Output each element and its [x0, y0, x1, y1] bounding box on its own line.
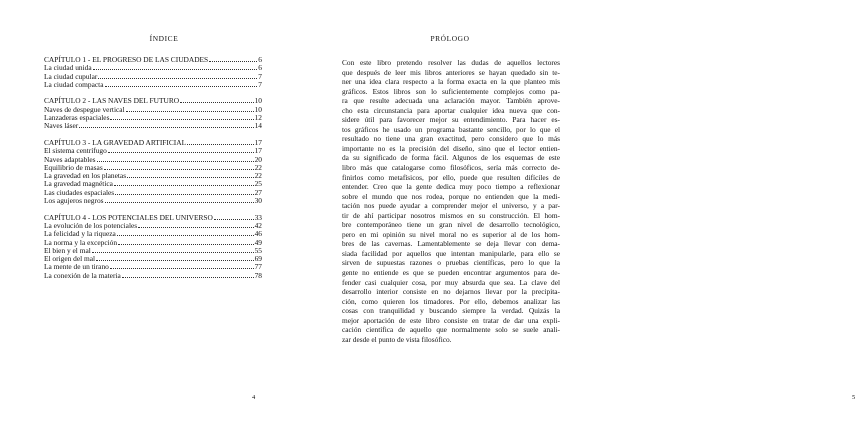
prologue-line: sirven de supuestas razones o pruebas científicas, pero lo que la	[342, 258, 560, 268]
toc-entry-page: 55	[254, 245, 262, 255]
prologue-line: desarrollo interior consiste en no dejarnos llevar por la precipita-	[342, 287, 560, 297]
toc-chapter	[44, 56, 262, 89]
toc-entry-page: 77	[254, 262, 262, 272]
toc-entry-text: Los agujeros negros	[44, 196, 104, 206]
toc-entry-page: 22	[254, 171, 262, 181]
toc-entry-page: 7	[258, 79, 262, 89]
dot-leader	[115, 193, 253, 195]
toc-entry-text: La ciudad compacta	[44, 79, 104, 89]
toc-entry-text: Las ciudades espaciales	[44, 187, 115, 197]
toc-chapter-heading-text: CAPÍTULO 2 - LAS NAVES DEL FUTURO	[44, 96, 180, 106]
prologue-line: tir de ahí participar nosotros mismos en su construcción. El hom-	[342, 210, 560, 220]
prologue-line: sobre el mundo que nos rodea, porque no entienden que la medi-	[342, 191, 560, 201]
prologue-line: tación nos puede ayudar a comprender mejor el universo, y a par-	[342, 201, 560, 211]
toc-chapter-heading-page: 10	[254, 96, 262, 106]
toc-entry-page: 12	[254, 113, 262, 123]
prologue-line: ner una idea clara respecto a la forma exacta en la que planteo mis	[342, 77, 560, 87]
toc-entry-text: La mente de un tirano	[44, 262, 109, 272]
dot-leader	[104, 168, 254, 170]
dot-leader	[97, 160, 254, 162]
toc-chapter-heading-text: CAPÍTULO 3 - LA GRAVEDAD ARTIFICIAL	[44, 137, 187, 147]
page-number-left: 4	[252, 394, 256, 401]
prologue-line: ra que resulte adecuada una aclaración mayor. También aprove-	[342, 96, 560, 106]
toc-entry-page: 78	[254, 270, 262, 280]
prologue-line: siada facilidad por aquellos que intentan manipularle, para ello se	[342, 248, 560, 258]
prologue-line: da su significado de forma fácil. Algunos de los esquemas de este	[342, 153, 560, 163]
toc-entry-text: El origen del mal	[44, 254, 96, 264]
left-page	[0, 0, 300, 424]
toc-entry-page: 27	[254, 187, 262, 197]
prologue-line: bre contemporáneo tiene un gran nivel de desarrollo tecnológico,	[342, 220, 560, 230]
toc-entry-page: 46	[254, 229, 262, 239]
prologue-line: gráficos. Estos libros son lo suficientemente complejos como pa-	[342, 86, 560, 96]
prologue-line: importante no es la precisión del diseño, sino que el lector entien-	[342, 143, 560, 153]
prologue-line: cho esta circunstancia para aportar cualquier idea nueva que con-	[342, 105, 560, 115]
toc-entry-text: La gravedad magnética	[44, 179, 113, 189]
toc-entry-page: 30	[254, 196, 262, 206]
toc-entry-page: 69	[254, 254, 262, 264]
prologue-line: pero en mi opinión su nivel moral no es superior al de los hom-	[342, 229, 560, 239]
toc-entry-page: 20	[254, 154, 262, 164]
toc-entry-text: Naves de despegue vertical	[44, 104, 125, 114]
toc-entry-text: Lanzaderas espaciales	[44, 113, 110, 123]
prologue-line: fender casi cualquier cosa, por muy absurda que sea. La clave del	[342, 277, 560, 287]
prologue-line: finirlos como metafísicos, por ello, puede que resulten difíciles de	[342, 172, 560, 182]
prologue-line: gente no entiende es que se pueden encontrar argumentos para de-	[342, 268, 560, 278]
toc-chapter-heading-text: CAPÍTULO 4 - LOS POTENCIALES DEL UNIVERSO	[44, 212, 213, 222]
dot-leader	[93, 68, 258, 70]
dot-leader	[79, 126, 253, 128]
prologue-line: zar desde el punto de vista filosófico.	[342, 334, 452, 344]
prologue-line: que después de leer mis libros anteriores se hayan quedado sin te-	[342, 67, 560, 77]
table-of-contents	[44, 56, 262, 288]
dot-leader	[105, 201, 254, 203]
toc-entry-text: La evolución de los potenciales	[44, 220, 138, 230]
dot-leader	[214, 218, 254, 220]
toc-entry	[44, 272, 262, 280]
toc-entry-text: La gravedad en los planetas	[44, 171, 127, 181]
dot-leader	[187, 143, 254, 145]
prologue-line: cosas con tranquilidad y buscando siempre la verdad. Quizás la	[342, 306, 560, 316]
prologue-line: entender. Creo que la gente dedica muy poco tiempo a reflexionar	[342, 182, 560, 192]
prologue-line: tos gráficos he usado un programa bastante sencillo, por lo que el	[342, 124, 560, 134]
prologue-line: resultado no tiene una gran exactitud, pero considero que lo más	[342, 134, 560, 144]
toc-entry-text: El sistema centrífugo	[44, 146, 107, 156]
dot-leader	[117, 234, 254, 236]
toc-entry-page: 10	[254, 104, 262, 114]
toc-entry-text: Naves adaptables	[44, 154, 96, 164]
toc-entry-text: El bien y el mal	[44, 245, 91, 255]
toc-entry-page: 17	[254, 146, 262, 156]
toc-entry-text: La felicidad y la riqueza	[44, 229, 116, 239]
toc-entry-text: La conexión de la materia	[44, 270, 121, 280]
dot-leader	[138, 226, 253, 228]
dot-leader	[209, 60, 257, 62]
toc-entry-text: La norma y la excepción	[44, 237, 118, 247]
toc-chapter	[44, 214, 262, 280]
toc-entry	[44, 197, 262, 205]
dot-leader	[127, 176, 254, 178]
prologue-text	[342, 58, 560, 344]
toc-entry-text: Naves láser	[44, 121, 79, 131]
toc-entry-page: 6	[258, 63, 262, 73]
dot-leader	[122, 276, 254, 278]
prologue-line: Con este libro pretendo resolver las dudas de aquellos lectores	[342, 58, 560, 67]
toc-entry-page: 7	[258, 71, 262, 81]
toc-chapter	[44, 97, 262, 130]
toc-entry-page: 25	[254, 179, 262, 189]
prologue-line: sidere útil para favorecer mejor su entendimiento. Para hacer es-	[342, 115, 560, 125]
dot-leader	[92, 251, 254, 253]
prologue-line: bres de las cavernas. Lamentablemente se deja llevar con dema-	[342, 239, 560, 249]
dot-leader	[110, 267, 254, 269]
dot-leader	[98, 77, 257, 79]
index-title: ÍNDICE	[149, 34, 179, 43]
dot-leader	[114, 184, 254, 186]
prologue-line: cación científica de aquello que normalmente solo se suele anali-	[342, 325, 560, 335]
toc-entry-page: 14	[254, 121, 262, 131]
prologue-line: ción, como quieren los timadores. Por ello, debemos analizar las	[342, 296, 560, 306]
dot-leader	[110, 118, 253, 120]
prologue-line: mejor aportación de este libro consiste en tratar de dar una expli-	[342, 315, 560, 325]
toc-entry-page: 22	[254, 162, 262, 172]
toc-chapter-heading-page: 33	[254, 212, 262, 222]
page-number-right: 5	[852, 394, 855, 401]
dot-leader	[96, 259, 254, 261]
toc-chapter-heading-page: 6	[258, 55, 262, 64]
toc-entry-page: 49	[254, 237, 262, 247]
toc-entry	[44, 81, 262, 89]
toc-entry-text: La ciudad cupular	[44, 71, 98, 81]
toc-entry-text: La ciudad unida	[44, 63, 92, 73]
dot-leader	[105, 85, 258, 87]
dot-leader	[118, 243, 254, 245]
toc-entry	[44, 122, 262, 130]
prologue-line: libro más que catalogarse como filosóficos, sería más correcto de-	[342, 163, 560, 173]
toc-entry-text: Equilibrio de masas	[44, 162, 103, 172]
toc-chapter	[44, 139, 262, 205]
toc-entry-page: 42	[254, 220, 262, 230]
dot-leader	[180, 101, 254, 103]
prologue-title: PRÓLOGO	[430, 34, 470, 43]
dot-leader	[108, 151, 254, 153]
toc-chapter-heading-page: 17	[254, 137, 262, 147]
dot-leader	[126, 110, 254, 112]
toc-chapter-heading-text: CAPÍTULO 1 - EL PROGRESO DE LAS CIUDADES	[44, 55, 209, 64]
